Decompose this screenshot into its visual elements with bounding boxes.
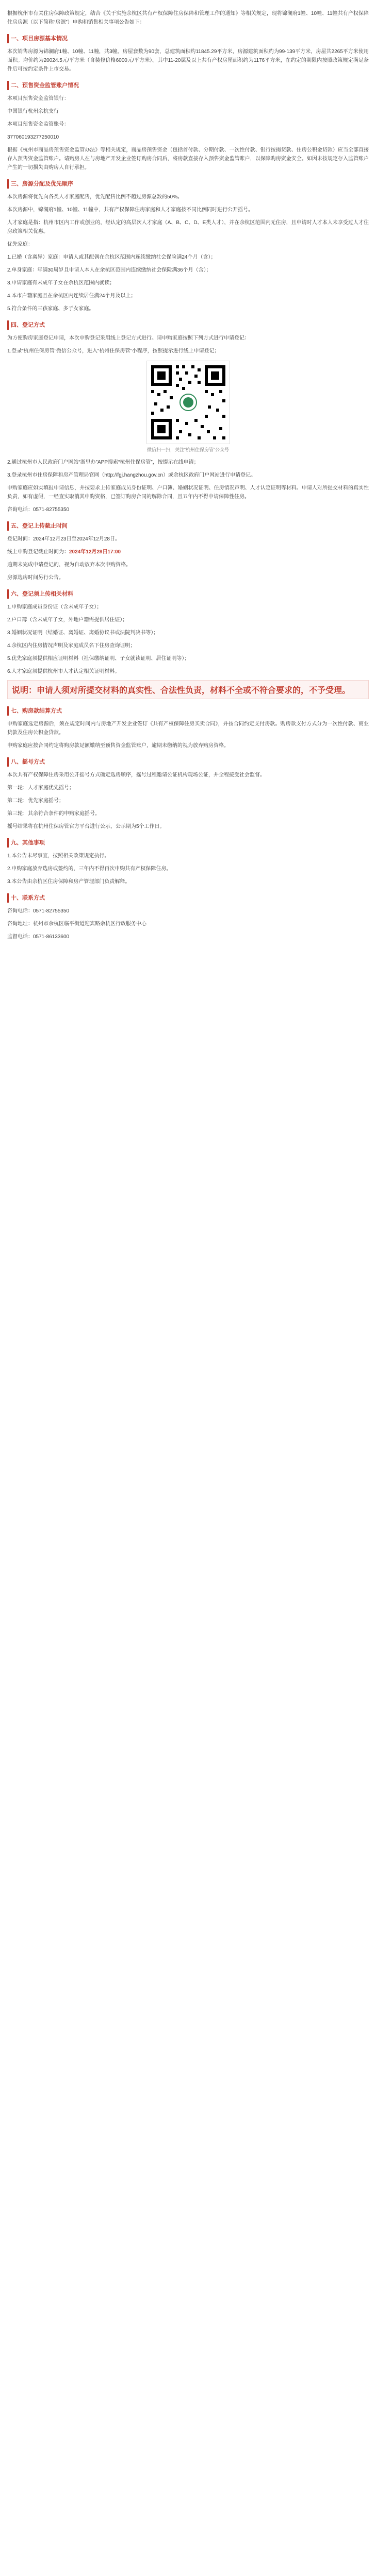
section-4-text-3: 2.通过杭州市人民政府门户网站“浙里办”APP搜索“杭州住保房管”，按提示在线申请； bbox=[7, 460, 199, 465]
materials-notice bbox=[7, 680, 369, 699]
priority-item-1: 1.已婚（含离异）家庭：申请人或其配偶在余杭区范围内连续缴纳社会保险满24个月（含）； bbox=[7, 255, 216, 260]
account-number: 377060193277250010 bbox=[7, 134, 59, 140]
section-1-text: 本次销售房源为锦澜府1幢、10幢、11幢，共3幢。房屋套数为90套，总建筑面积约11845.29平方米，房源建筑面积约为99-139平方米，房屋共2265平方米使用面积。均价约为20024.5元/平方米（含装修价格6000元/平方米）。其中11-20层及以上共有产权房屋面积约为1176平方米，在约定的期限内按照政策规定满足条件后可按约定条件上市交易。 bbox=[7, 49, 369, 72]
qr-block bbox=[0, 361, 376, 453]
contact-address: 咨询地址：杭州市余杭区临平街道迎宾路余杭区行政服务中心 bbox=[7, 921, 146, 927]
material-item-6: 6.人才家庭须提供杭州市人才认定相关证明材料。 bbox=[7, 669, 120, 674]
section-5-text-4: 房源选房时间另行公告。 bbox=[7, 575, 64, 581]
section-8-text-4: 第三轮：其余符合条件的申购家庭摇号。 bbox=[7, 811, 100, 817]
section-3-title: 三、房源分配及优先顺序 bbox=[7, 179, 369, 189]
material-item-5: 5.优先家庭须提供相应证明材料（社保缴纳证明、子女就读证明、居住证明等）； bbox=[7, 656, 190, 662]
section-7-text-2: 申购家庭应按合同约定将购房款足额缴纳至预售资金监管账户，逾期未缴纳的视为放弃购房资格。 bbox=[7, 743, 229, 749]
bank-name: 中国银行杭州余杭支行 bbox=[7, 109, 59, 114]
section-9-title: 九、其他事项 bbox=[7, 838, 369, 848]
section-2-title: 二、预售资金监管账户情况 bbox=[7, 81, 369, 90]
section-1-title: 一、项目房源基本情况 bbox=[7, 34, 369, 43]
bank-label: 本项目预售资金监管银行： bbox=[7, 96, 69, 101]
section-4-text-5: 申购家庭应如实填报申请信息，并按要求上传家庭成员身份证明、户口簿、婚姻状况证明、住房情况声明、人才认定证明等材料。申请人对所提交材料的真实性负责，如有虚假，一经查实取消其申购资格，已签订购房合同的解除合同，且五年内不得申请保障性住房。 bbox=[7, 485, 369, 500]
section-8-text-2: 第一轮：人才家庭优先摇号； bbox=[7, 785, 74, 791]
material-item-3: 3.婚姻状况证明（结婚证、离婚证、离婚协议书或法院判决书等）； bbox=[7, 630, 159, 636]
section-8-text-5: 摇号结果将在杭州住保房管官方平台进行公示，公示期为5个工作日。 bbox=[7, 824, 165, 829]
priority-item-2: 2.单身家庭：年满30周岁且申请人本人在余杭区范围内连续缴纳社会保险满36个月（含）； bbox=[7, 267, 211, 273]
section-3-text-1: 本次房源将优先向各类人才家庭配售，优先配售比例不超过房源总数的50%。 bbox=[7, 194, 183, 200]
section-3-text-2: 本次房源中，锦澜府1幢、10幢、11幢中，共有产权保障住房家庭和人才家庭按不同比例同时进行公开摇号。 bbox=[7, 207, 254, 213]
contact-phone: 咨询电话：0571-82755350 bbox=[7, 908, 70, 914]
section-4-phone: 咨询电话：0571-82755350 bbox=[7, 507, 70, 513]
section-4-text-2: 1.登录“杭州住保房管”微信公众号，进入“杭州住保房管”小程序，按照提示进行线上申请登记； bbox=[7, 348, 220, 354]
priority-item-5: 5.符合条件的三孩家庭、多子女家庭。 bbox=[7, 306, 94, 312]
section-8-title: 八、摇号方式 bbox=[7, 757, 369, 767]
section-2-text: 根据《杭州市商品房预售资金监管办法》等相关规定，商品房预售资金（包括首付款、分期付款、一次性付款、银行按揭贷款、住房公积金贷款）应当全部直接存入预售资金监管账户。请购房人在与房地产开发企业签订购房合同后，将房款直接存入预售资金监管账户，以保障购房资金安全。如因未按规定存入监管账户产生的一切损失由购房人自行承担。 bbox=[7, 147, 369, 171]
section-5-text-1: 登记时间：2024年12月23日至2024年12月28日。 bbox=[7, 536, 120, 542]
other-item-1: 1.本公告未尽事宜，按照相关政策规定执行。 bbox=[7, 853, 110, 859]
section-4-text-1: 为方便购房家庭登记申请，本次申购登记采用线上登记方式进行。请申购家庭按照下列方式进行申请登记： bbox=[7, 335, 250, 341]
account-label: 本项目预售资金监管账号： bbox=[7, 122, 69, 127]
priority-item-3: 3.申请家庭有未成年子女在余杭区范围内就读； bbox=[7, 280, 115, 286]
deadline-value: 2024年12月28日17:00 bbox=[69, 549, 121, 555]
deadline-label: 线上申购登记截止时间为： bbox=[7, 549, 69, 555]
material-item-2: 2.户口簿（含未成年子女，外地户籍需提供居住证）； bbox=[7, 617, 128, 623]
section-10-title: 十、联系方式 bbox=[7, 893, 369, 903]
section-5-text-3: 逾期未完成申请登记的，视为自动放弃本次申购资格。 bbox=[7, 562, 131, 568]
section-3-text-4: 优先家庭： bbox=[7, 242, 33, 247]
material-item-4: 4.余杭区内住房情况声明及家庭成员名下住房查询证明； bbox=[7, 643, 136, 649]
supervision-phone: 监督电话：0571-86133600 bbox=[7, 934, 70, 940]
other-item-3: 3.本公告由余杭区住房保障和房产管理部门负责解释。 bbox=[7, 879, 130, 885]
section-4-text-4: 3.登录杭州市住房保障和房产管理局官网（http://fgj.hangzhou.gov.cn）或余杭区政府门户网站进行申请登记。 bbox=[7, 472, 256, 478]
section-8-text-1: 本次共有产权保障住房采用公开摇号方式确定选房顺序，摇号过程邀请公证机构现场公证，并全程接受社会监督。 bbox=[7, 772, 265, 778]
section-3-text-3: 人才家庭是指：杭州市区内工作或创业的，经认定的高层次人才家庭（A、B、C、D、E类人才），并在余杭区范围内无住房，且申请时人才本人未享受过人才住房政策相关优惠。 bbox=[7, 220, 369, 234]
section-7-text-1: 申购家庭选定房源后，须在规定时间内与房地产开发企业签订《共有产权保障住房买卖合同》，并按合同约定支付房款。购房款支付方式分为一次性付款、商业贷款及住房公积金贷款。 bbox=[7, 721, 369, 736]
material-item-1: 1.申购家庭成员身份证（含未成年子女）； bbox=[7, 604, 102, 610]
section-8-text-3: 第二轮：优先家庭摇号； bbox=[7, 798, 64, 804]
qr-caption: 微信扫一扫，关注“杭州住保房管”公众号 bbox=[147, 447, 229, 452]
section-7-title: 七、购房款结算方式 bbox=[7, 706, 369, 716]
section-4-title: 四、登记方式 bbox=[7, 320, 369, 330]
intro-paragraph: 根据杭州市有关住房保障政策规定，结合《关于实施余杭区共有产权保障住房保障和管理工作的通知》等相关规定，现将锦澜府1幢、10幢、11幢共有产权保障住房房源（以下简称“房源”）申购和销售相关事项公告如下： bbox=[7, 11, 369, 25]
section-6-title: 六、登记须上传相关材料 bbox=[7, 589, 369, 599]
section-5-deadline-line bbox=[7, 548, 369, 556]
priority-item-4: 4.本市户籍家庭且在余杭区内连续居住满24个月及以上； bbox=[7, 293, 136, 299]
section-5-title: 五、登记上传截止时间 bbox=[7, 521, 369, 531]
other-item-2: 2.申购家庭放弃选房或签约的，三年内不得再次申购共有产权保障住房。 bbox=[7, 866, 172, 872]
qr-code-icon[interactable] bbox=[146, 361, 230, 444]
materials-notice-text: 说明：申请人须对所提交材料的真实性、合法性负责，材料不全或不符合要求的，不予受理。 bbox=[12, 686, 351, 695]
